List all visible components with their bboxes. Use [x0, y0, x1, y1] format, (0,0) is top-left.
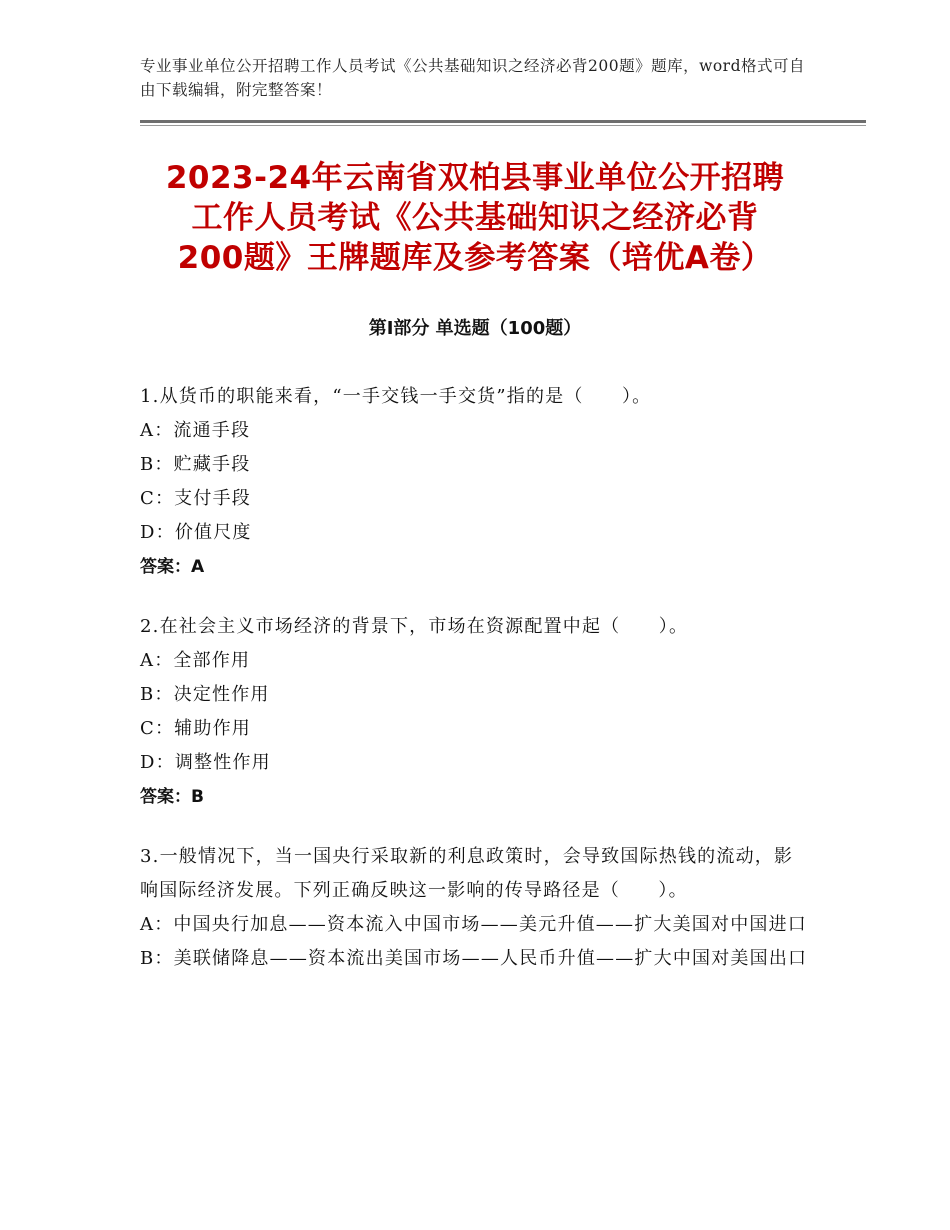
answer: 答案：A: [140, 557, 205, 577]
header-rule-thick: [140, 120, 866, 123]
question-3: [140, 840, 810, 976]
answer: 答案：B: [140, 787, 204, 807]
option-d: D：调整性作用: [140, 752, 271, 773]
question-list: [140, 380, 810, 1002]
document-title: [140, 158, 810, 278]
option-c: C：辅助作用: [140, 718, 251, 739]
question-2: [140, 610, 810, 814]
option-d: D：价值尺度: [140, 522, 252, 543]
option-b: B：贮藏手段: [140, 454, 251, 475]
option-b: B：决定性作用: [140, 684, 270, 705]
section-title: 第Ⅰ部分 单选题（100题）: [368, 318, 582, 339]
option-b: B：美联储降息——资本流出美国市场——人民币升值——扩大中国对美国出口: [140, 948, 808, 969]
header-note: 专业事业单位公开招聘工作人员考试《公共基础知识之经济必背200题》题库，word格式可自由下载编辑，附完整答案！: [140, 57, 806, 99]
question-1: [140, 380, 810, 584]
option-a: A：流通手段: [140, 420, 251, 441]
option-a: A：全部作用: [140, 650, 251, 671]
question-stem: 1.从货币的职能来看，“一手交钱一手交货”指的是（ ）。: [140, 386, 652, 407]
question-stem: 2.在社会主义市场经济的背景下，市场在资源配置中起（ ）。: [140, 616, 689, 637]
title-line: 2023-24年云南省双柏县事业单位公开招聘: [165, 160, 785, 196]
option-a: A：中国央行加息——资本流入中国市场——美元升值——扩大美国对中国进口: [140, 914, 807, 935]
title-line: 工作人员考试《公共基础知识之经济必背: [191, 200, 759, 236]
option-c: C：支付手段: [140, 488, 251, 509]
header-rule-thin: [140, 125, 866, 126]
question-stem: 3.一般情况下，当一国央行采取新的利息政策时，会导致国际热钱的流动，影响国际经济发展。下列正确反映这一影响的传导路径是（ ）。: [140, 846, 794, 901]
title-line: 200题》王牌题库及参考答案（培优A卷）: [177, 240, 773, 276]
